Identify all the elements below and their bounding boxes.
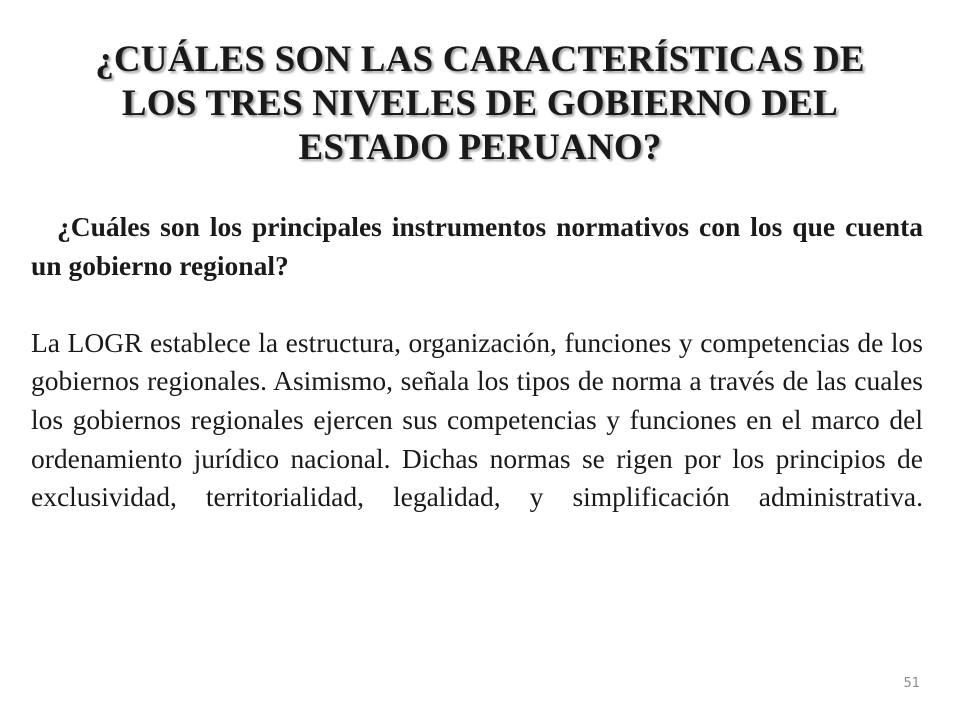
slide-body — [31, 208, 923, 517]
answer-paragraph: La LOGR establece la estructura, organización, funciones y competencias de los gobiernos regionales. Asimismo, señala los tipos de norma a través de las cuales los gobiernos regionales ejercen sus competencias y funciones en el marco del ordenamiento jurídico nacional. Dichas normas se rigen por los principios de exclusividad, territorialidad, legalidad, y simplificación administrativa. — [31, 326, 923, 513]
title-line-3: ESTADO PERUANO? — [298, 127, 662, 168]
title-line-2: LOS TRES NIVELES DE GOBIERNO DEL — [121, 83, 839, 124]
question-text: ¿Cuáles son los principales instrumentos normativos con los que cuenta un gobierno regional? — [31, 211, 923, 281]
slide-title — [40, 38, 920, 170]
page-number: 51 — [903, 676, 920, 691]
title-line-1: ¿CUÁLES SON LAS CARACTERÍSTICAS DE — [95, 39, 865, 80]
